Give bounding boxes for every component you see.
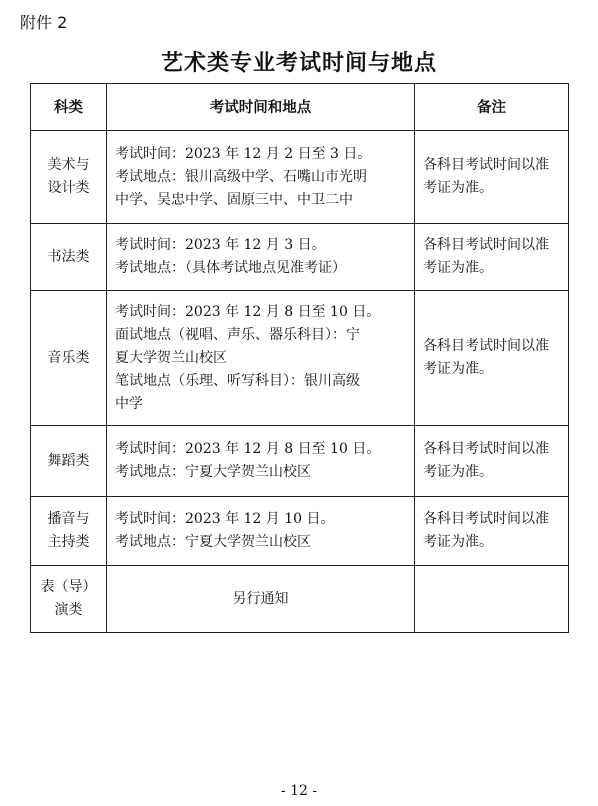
- detail-line: 中学、吴忠中学、固原三中、中卫二中: [115, 191, 353, 208]
- category-text: 音乐类: [47, 349, 90, 366]
- table-row: [31, 497, 569, 566]
- detail-line: 考试时间：2023 年 12 月 10 日。: [115, 511, 335, 527]
- category-cell: [31, 224, 107, 291]
- detail-line: 考试时间：2023 年 12 月 8 日至 10 日。: [115, 441, 381, 457]
- detail-line: 考试地点：（具体考试地点见准考证）: [115, 260, 346, 276]
- exam-schedule-table: [30, 83, 569, 633]
- page-number: - 12 -: [280, 783, 318, 799]
- note-cell: 各科目考试时间以准考证为准。: [415, 497, 569, 566]
- table-row: [31, 291, 569, 426]
- table-row: [31, 224, 569, 291]
- header-note: 备注: [415, 84, 569, 131]
- detail-line: 考试地点：银川高级中学、石嘴山市光明: [115, 168, 367, 185]
- note-cell: 各科目考试时间以准考证为准。: [415, 224, 569, 291]
- time-location-cell: [107, 131, 415, 224]
- category-text: 演类: [54, 602, 83, 618]
- category-cell: [31, 497, 107, 566]
- attachment-label: 附件 2: [20, 13, 68, 32]
- note-cell: 各科目考试时间以准考证为准。: [415, 426, 569, 497]
- detail-line: 另行通知: [232, 590, 289, 607]
- header-category: 科类: [31, 84, 107, 131]
- time-location-cell: [107, 497, 415, 566]
- category-cell: [31, 426, 107, 497]
- detail-line: 考试时间：2023 年 12 月 2 日至 3 日。: [115, 145, 372, 162]
- detail-line: 考试时间：2023 年 12 月 8 日至 10 日。: [115, 303, 381, 320]
- table-row: [31, 566, 569, 633]
- header-time-location: 考试时间和地点: [107, 84, 415, 131]
- category-text: 美术与: [47, 157, 90, 173]
- table-header-row: [31, 84, 569, 131]
- category-text: 书法类: [47, 248, 90, 265]
- time-location-cell: [107, 291, 415, 426]
- category-cell: [31, 131, 107, 224]
- page-title: 艺术类专业考试时间与地点: [160, 50, 437, 76]
- time-location-cell: [107, 566, 415, 633]
- category-text: 舞蹈类: [47, 452, 90, 469]
- note-cell: 各科目考试时间以准考证为准。: [415, 131, 569, 224]
- time-location-cell: [107, 224, 415, 291]
- note-cell: [415, 566, 569, 633]
- detail-line: 考试地点：宁夏大学贺兰山校区: [115, 534, 311, 550]
- table-row: [31, 426, 569, 497]
- category-text: 设计类: [47, 180, 90, 196]
- detail-line: 笔试地点（乐理、听写科目）：银川高级: [115, 372, 360, 389]
- table-row: [31, 131, 569, 224]
- category-text: 播音与: [47, 511, 90, 527]
- category-text: 表（导）: [40, 579, 97, 595]
- detail-line: 面试地点（视唱、声乐、器乐科目）：宁: [115, 326, 360, 343]
- detail-line: 中学: [115, 395, 143, 412]
- detail-line: 考试时间：2023 年 12 月 3 日。: [115, 237, 326, 253]
- note-cell: 各科目考试时间以准考证为准。: [415, 291, 569, 426]
- detail-line: 夏大学贺兰山校区: [115, 349, 227, 366]
- category-text: 主持类: [47, 534, 90, 550]
- detail-line: 考试地点：宁夏大学贺兰山校区: [115, 464, 311, 480]
- time-location-cell: [107, 426, 415, 497]
- category-cell: [31, 566, 107, 633]
- category-cell: [31, 291, 107, 426]
